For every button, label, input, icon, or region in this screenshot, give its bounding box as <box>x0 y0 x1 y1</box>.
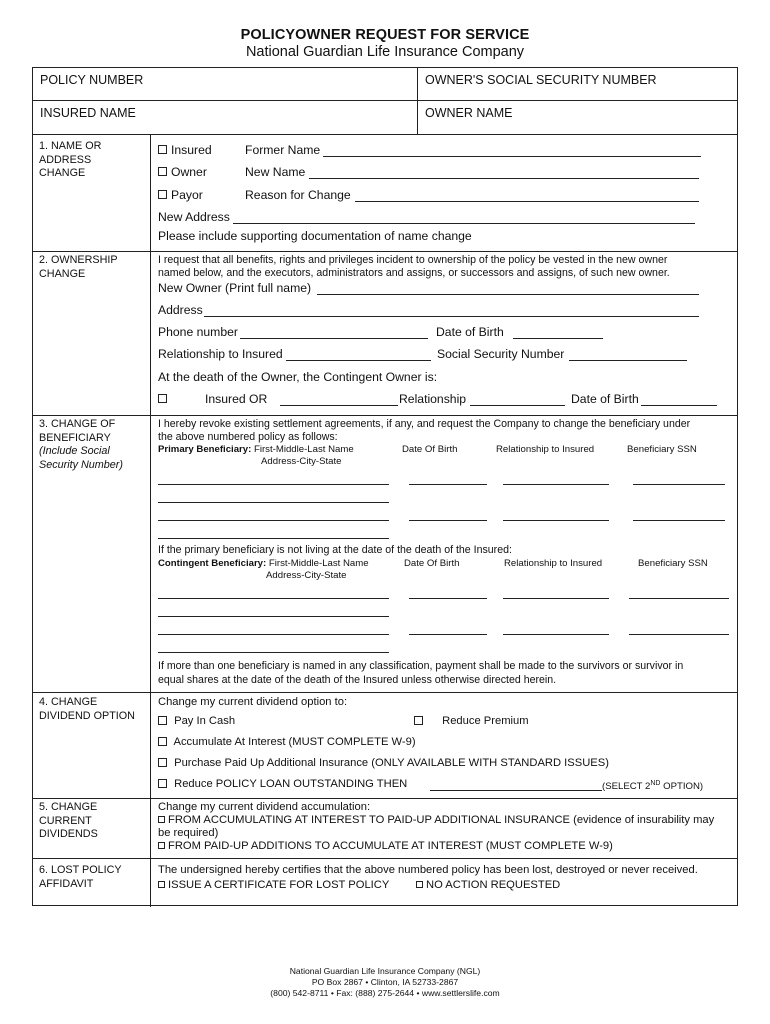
opt-pay-cash[interactable] <box>158 715 235 727</box>
divider <box>150 134 151 907</box>
new-address-input[interactable] <box>233 223 695 224</box>
contingent-address-line[interactable] <box>158 652 389 653</box>
section5-label-line1: 5. CHANGE <box>39 801 98 813</box>
new-owner-input[interactable] <box>317 294 699 295</box>
primary-dob-col: Date Of Birth <box>402 444 458 455</box>
footer-company: National Guardian Life Insurance Company (NGL) <box>289 966 481 976</box>
reason-input[interactable] <box>355 201 699 202</box>
section5-label <box>39 801 139 842</box>
paid-up-checkbox[interactable] <box>158 758 167 767</box>
footer <box>0 966 770 999</box>
divider <box>417 68 418 134</box>
section3-label-line2: BENEFICIARY <box>39 431 111 444</box>
section2-label: 2. OWNERSHIP CHANGE <box>39 254 118 280</box>
contingent-name-input[interactable] <box>280 405 398 406</box>
service-request-form <box>32 67 738 906</box>
paidup-to-accumulate-checkbox[interactable] <box>158 842 165 849</box>
primary-dob-line[interactable] <box>409 484 487 485</box>
contingent-relationship-input[interactable] <box>470 405 565 406</box>
opt-insured-label: Insured <box>171 143 212 157</box>
divider <box>33 134 737 135</box>
owner-ssn-input[interactable] <box>569 360 687 361</box>
section3-label-line3 <box>39 445 144 459</box>
company-name: National Guardian Life Insurance Company <box>245 44 525 60</box>
divider <box>33 858 737 859</box>
divider <box>33 692 737 693</box>
contingent-header <box>158 558 369 569</box>
issue-certificate-checkbox[interactable] <box>158 881 165 888</box>
lost-policy-statement: The undersigned hereby certifies that the above numbered policy has been lost, destroyed or never received. <box>158 864 698 876</box>
primary-address-line[interactable] <box>158 538 389 539</box>
accumulate-to-paidup-checkbox[interactable] <box>158 816 165 823</box>
opt-pay-cash-label: Pay In Cash <box>174 715 236 727</box>
dividend-accumulation-intro: Change my current dividend accumulation: <box>158 801 371 813</box>
opt-paidup-to-accumulate[interactable] <box>158 840 613 852</box>
contingent-beneficiary-label: Contingent Beneficiary: <box>158 558 267 569</box>
contingent-address-line[interactable] <box>158 616 389 617</box>
section1-label: 1. NAME OR ADDRESS CHANGE <box>39 140 102 179</box>
section3-label <box>39 418 144 472</box>
opt-owner[interactable] <box>158 165 207 179</box>
primary-name-col: First-Middle-Last Name <box>254 444 354 455</box>
section4-label <box>39 696 149 723</box>
select-post: OPTION) <box>660 781 704 793</box>
payor-checkbox[interactable] <box>158 190 167 199</box>
contingent-ssn-col: Beneficiary SSN <box>638 558 708 569</box>
divider <box>33 100 737 101</box>
contingent-dob-line[interactable] <box>409 634 487 635</box>
insured-or-label: Insured OR <box>205 392 268 406</box>
phone-label: Phone number <box>158 325 238 339</box>
opt-no-action-label: NO ACTION REQUESTED <box>426 879 561 891</box>
opt-accumulate-label: Accumulate At Interest (MUST COMPLETE W-9) <box>173 736 416 748</box>
opt-no-action[interactable] <box>416 879 560 891</box>
contingent-dob-line[interactable] <box>409 598 487 599</box>
opt-paid-up-label: Purchase Paid Up Additional Insurance (ONLY AVAILABLE WITH STANDARD ISSUES) <box>174 757 609 769</box>
primary-ssn-col: Beneficiary SSN <box>627 444 697 455</box>
new-name-label: New Name <box>245 165 306 179</box>
contingent-relationship-label: Relationship <box>399 392 467 406</box>
beneficiary-para-line2: the above numbered policy as follows: <box>158 431 338 443</box>
dividend-option-intro: Change my current dividend option to: <box>158 696 348 708</box>
former-name-label: Former Name <box>245 143 321 157</box>
primary-beneficiary-label: Primary Beneficiary: <box>158 444 252 455</box>
contingent-ssn-line[interactable] <box>629 634 729 635</box>
contingent-rel-line[interactable] <box>503 634 609 635</box>
contingent-owner-intro: At the death of the Owner, the Contingent Owner is: <box>158 370 438 384</box>
opt-accumulate-to-paidup-label: FROM ACCUMULATING AT INTEREST TO PAID-UP ADDITIONAL INSURANCE (evidence of insurability may <box>168 814 715 826</box>
contingent-insured-checkbox[interactable] <box>158 394 167 403</box>
reason-label: Reason for Change <box>245 188 351 202</box>
opt-owner-label: Owner <box>171 165 207 179</box>
owner-ssn-label: Social Security Number <box>437 347 565 361</box>
opt-reduce-premium-label: Reduce Premium <box>442 715 529 727</box>
opt-reduce-loan[interactable] <box>158 778 407 790</box>
pay-cash-checkbox[interactable] <box>158 716 167 725</box>
owner-address-label: Address <box>158 303 203 317</box>
contingent-rel-col: Relationship to Insured <box>504 558 603 569</box>
section4-label-line1: 4. CHANGE <box>39 696 98 708</box>
contingent-rel-line[interactable] <box>503 598 609 599</box>
contingent-ssn-line[interactable] <box>629 598 729 599</box>
section6-label <box>39 864 139 891</box>
opt-payor[interactable] <box>158 188 203 202</box>
phone-input[interactable] <box>240 338 428 339</box>
section5-label-line3: DIVIDENDS <box>39 828 98 840</box>
second-option-input[interactable] <box>430 790 602 791</box>
section6-label-line2: AFFIDAVIT <box>39 877 94 890</box>
contingent-name-line[interactable] <box>158 598 389 599</box>
insured-name-field[interactable]: INSURED NAME <box>40 106 136 120</box>
opt-accumulate-to-paidup[interactable] <box>158 814 714 826</box>
reduce-loan-checkbox[interactable] <box>158 779 167 788</box>
primary-header <box>158 444 354 455</box>
select-sup: ND <box>650 780 661 787</box>
form-title: POLICYOWNER REQUEST FOR SERVICE <box>240 27 530 43</box>
contingent-dob-col: Date Of Birth <box>404 558 460 569</box>
beneficiary-closing-line2: equal shares at the date of the death of the Insured unless otherwise directed herein. <box>158 674 557 686</box>
divider <box>33 798 737 799</box>
contingent-dob-label: Date of Birth <box>571 392 639 406</box>
contingent-name-line[interactable] <box>158 634 389 635</box>
section3-label-line4-text: Security Number) <box>39 458 123 471</box>
owner-address-input[interactable] <box>204 316 699 317</box>
contingent-name-col: First-Middle-Last Name <box>268 558 369 569</box>
contingent-insured-option[interactable] <box>158 392 171 406</box>
owner-ssn-field[interactable]: OWNER'S SOCIAL SECURITY NUMBER <box>425 73 657 87</box>
contingent-dob-input[interactable] <box>641 405 717 406</box>
opt-issue-certificate[interactable] <box>158 879 389 891</box>
new-address-label: New Address <box>158 210 230 224</box>
relationship-label: Relationship to Insured <box>158 347 283 361</box>
primary-rel-line[interactable] <box>503 484 609 485</box>
section5-label-line2: CURRENT <box>39 814 92 827</box>
opt-paid-up[interactable] <box>158 757 609 769</box>
opt-paidup-to-accumulate-label: FROM PAID-UP ADDITIONS TO ACCUMULATE AT INTEREST (MUST COMPLETE W-9) <box>168 840 613 852</box>
select-second-option-note <box>602 780 703 792</box>
section3-label-line4 <box>39 459 144 473</box>
primary-dob-line[interactable] <box>409 520 487 521</box>
primary-address-col: Address-City-State <box>261 456 342 467</box>
section3-label-line1: 3. CHANGE OF <box>39 418 116 430</box>
opt-accumulate-to-paidup-cont: be required) <box>158 827 219 839</box>
section6-label-line1: 6. LOST POLICY <box>39 864 122 876</box>
owner-dob-label: Date of Birth <box>436 325 504 339</box>
primary-ssn-line[interactable] <box>633 520 725 521</box>
contingent-intro: If the primary beneficiary is not living at the date of the death of the Insured: <box>158 544 512 556</box>
primary-rel-line[interactable] <box>503 520 609 521</box>
section3-label-line3-text: (Include Social <box>39 445 110 457</box>
opt-reduce-premium[interactable] <box>414 715 529 727</box>
ownership-para-line2: named below, and the executors, administrators and assigns, or successors and assigns, of such new owner. <box>158 267 670 279</box>
primary-address-line[interactable] <box>158 502 389 503</box>
footer-contact: (800) 542-8711 • Fax: (888) 275-2644 • www.settlerslife.com <box>270 988 500 998</box>
opt-issue-certificate-label: ISSUE A CERTIFICATE FOR LOST POLICY <box>168 879 390 891</box>
primary-name-line[interactable] <box>158 484 389 485</box>
primary-name-line[interactable] <box>158 520 389 521</box>
owner-name-field[interactable]: OWNER NAME <box>425 106 513 120</box>
select-pre: (SELECT 2 <box>602 781 651 793</box>
policy-number-field[interactable]: POLICY NUMBER <box>40 73 144 87</box>
no-action-checkbox[interactable] <box>416 881 423 888</box>
footer-address: PO Box 2867 • Clinton, IA 52733-2867 <box>311 977 459 987</box>
owner-checkbox[interactable] <box>158 167 167 176</box>
opt-accumulate[interactable] <box>158 736 416 748</box>
opt-insured[interactable] <box>158 143 212 157</box>
beneficiary-para-line1: I hereby revoke existing settlement agreements, if any, and request the Company to change the beneficiary under <box>158 418 691 430</box>
new-owner-label: New Owner (Print full name) <box>158 281 312 295</box>
reduce-premium-checkbox[interactable] <box>414 716 423 725</box>
insured-checkbox[interactable] <box>158 145 167 154</box>
new-name-input[interactable] <box>309 178 699 179</box>
owner-dob-input[interactable] <box>513 338 603 339</box>
opt-reduce-loan-label: Reduce POLICY LOAN OUTSTANDING THEN <box>174 778 408 790</box>
accumulate-checkbox[interactable] <box>158 737 167 746</box>
name-change-note: Please include supporting documentation of name change <box>158 229 472 243</box>
beneficiary-closing-line1: If more than one beneficiary is named in any classification, payment shall be made to the survivors or survivor in <box>158 660 684 672</box>
divider <box>33 251 737 252</box>
former-name-input[interactable] <box>323 156 701 157</box>
primary-rel-col: Relationship to Insured <box>496 444 595 455</box>
relationship-input[interactable] <box>286 360 431 361</box>
contingent-address-col: Address-City-State <box>266 570 347 581</box>
ownership-para-line1: I request that all benefits, rights and privileges incident to ownership of the policy be vested in the new owner <box>158 254 668 266</box>
divider <box>33 415 737 416</box>
opt-payor-label: Payor <box>171 188 203 202</box>
section4-label-line2: DIVIDEND OPTION <box>39 709 135 722</box>
primary-ssn-line[interactable] <box>633 484 725 485</box>
